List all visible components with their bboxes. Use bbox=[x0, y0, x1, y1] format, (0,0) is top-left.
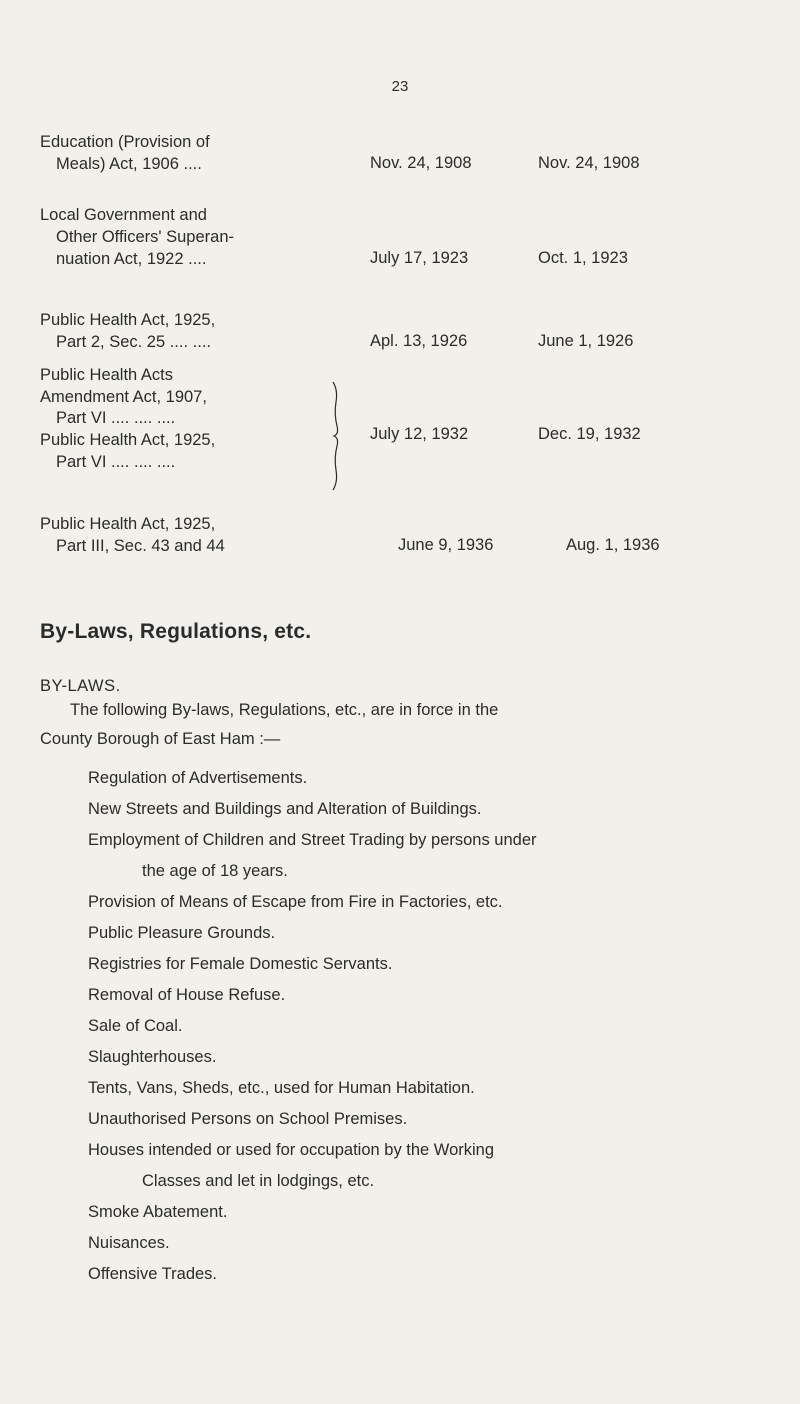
act-title-line: Public Health Act, 1925, bbox=[40, 515, 216, 533]
adopted-date: June 9, 1936 bbox=[398, 536, 494, 554]
act-title-line: Public Health Act, 1925, bbox=[40, 311, 216, 329]
intro-line: County Borough of East Ham :— bbox=[40, 730, 281, 748]
list-item: Unauthorised Persons on School Premises. bbox=[88, 1110, 408, 1128]
list-item: Offensive Trades. bbox=[88, 1265, 218, 1283]
section-heading: By-Laws, Regulations, etc. bbox=[40, 620, 312, 643]
in-force-date: Oct. 1, 1923 bbox=[538, 249, 628, 267]
list-item: Slaughterhouses. bbox=[88, 1048, 217, 1066]
list-item-continuation: the age of 18 years. bbox=[142, 862, 288, 880]
act-entry bbox=[40, 204, 340, 270]
list-item: Smoke Abatement. bbox=[88, 1203, 228, 1221]
act-entry bbox=[40, 309, 340, 353]
list-item: Regulation of Advertisements. bbox=[88, 769, 308, 787]
act-title-line: nuation Act, 1922 .... bbox=[56, 250, 207, 268]
in-force-date: Aug. 1, 1936 bbox=[566, 536, 660, 554]
act-title-line: Meals) Act, 1906 .... bbox=[56, 155, 202, 173]
list-item: Tents, Vans, Sheds, etc., used for Human Habitation. bbox=[88, 1079, 475, 1097]
act-entry bbox=[40, 131, 340, 175]
act-title-line: Part VI .... .... .... bbox=[56, 453, 176, 471]
list-item: Nuisances. bbox=[88, 1234, 170, 1252]
intro-paragraph bbox=[40, 696, 720, 754]
adopted-date: Nov. 24, 1908 bbox=[370, 154, 472, 172]
act-title-line: Public Health Acts bbox=[40, 366, 173, 384]
act-title-line: Part 2, Sec. 25 .... .... bbox=[56, 333, 211, 351]
list-item: Public Pleasure Grounds. bbox=[88, 924, 276, 942]
list-item: Houses intended or used for occupation by the Working bbox=[88, 1141, 495, 1159]
in-force-date: June 1, 1926 bbox=[538, 332, 634, 350]
adopted-date: July 12, 1932 bbox=[370, 425, 469, 443]
act-entry bbox=[40, 364, 340, 473]
list-item: Registries for Female Domestic Servants. bbox=[88, 955, 393, 973]
brace-icon bbox=[330, 380, 340, 492]
act-title-line: Education (Provision of bbox=[40, 133, 210, 151]
list-item: Removal of House Refuse. bbox=[88, 986, 286, 1004]
section-subheading: BY-LAWS. bbox=[40, 677, 121, 695]
act-entry bbox=[40, 513, 340, 557]
list-item: Provision of Means of Escape from Fire in Factories, etc. bbox=[88, 893, 503, 911]
in-force-date: Dec. 19, 1932 bbox=[538, 425, 641, 443]
list-item: New Streets and Buildings and Alteration of Buildings. bbox=[88, 800, 482, 818]
in-force-date: Nov. 24, 1908 bbox=[538, 154, 640, 172]
act-title-line: Public Health Act, 1925, bbox=[40, 431, 216, 449]
intro-line: The following By-laws, Regulations, etc., are in force in the bbox=[70, 701, 499, 719]
bylaws-list bbox=[88, 763, 728, 1290]
page-number: 23 bbox=[391, 78, 409, 95]
adopted-date: July 17, 1923 bbox=[370, 249, 469, 267]
act-title-line: Part VI .... .... .... bbox=[56, 409, 176, 427]
act-title-line: Amendment Act, 1907, bbox=[40, 388, 207, 406]
act-title-line: Other Officers' Superan- bbox=[56, 228, 235, 246]
list-item-continuation: Classes and let in lodgings, etc. bbox=[142, 1172, 375, 1190]
act-title-line: Part III, Sec. 43 and 44 bbox=[56, 537, 225, 555]
list-item: Employment of Children and Street Trading by persons under bbox=[88, 831, 537, 849]
act-title-line: Local Government and bbox=[40, 206, 207, 224]
list-item: Sale of Coal. bbox=[88, 1017, 183, 1035]
adopted-date: Apl. 13, 1926 bbox=[370, 332, 468, 350]
